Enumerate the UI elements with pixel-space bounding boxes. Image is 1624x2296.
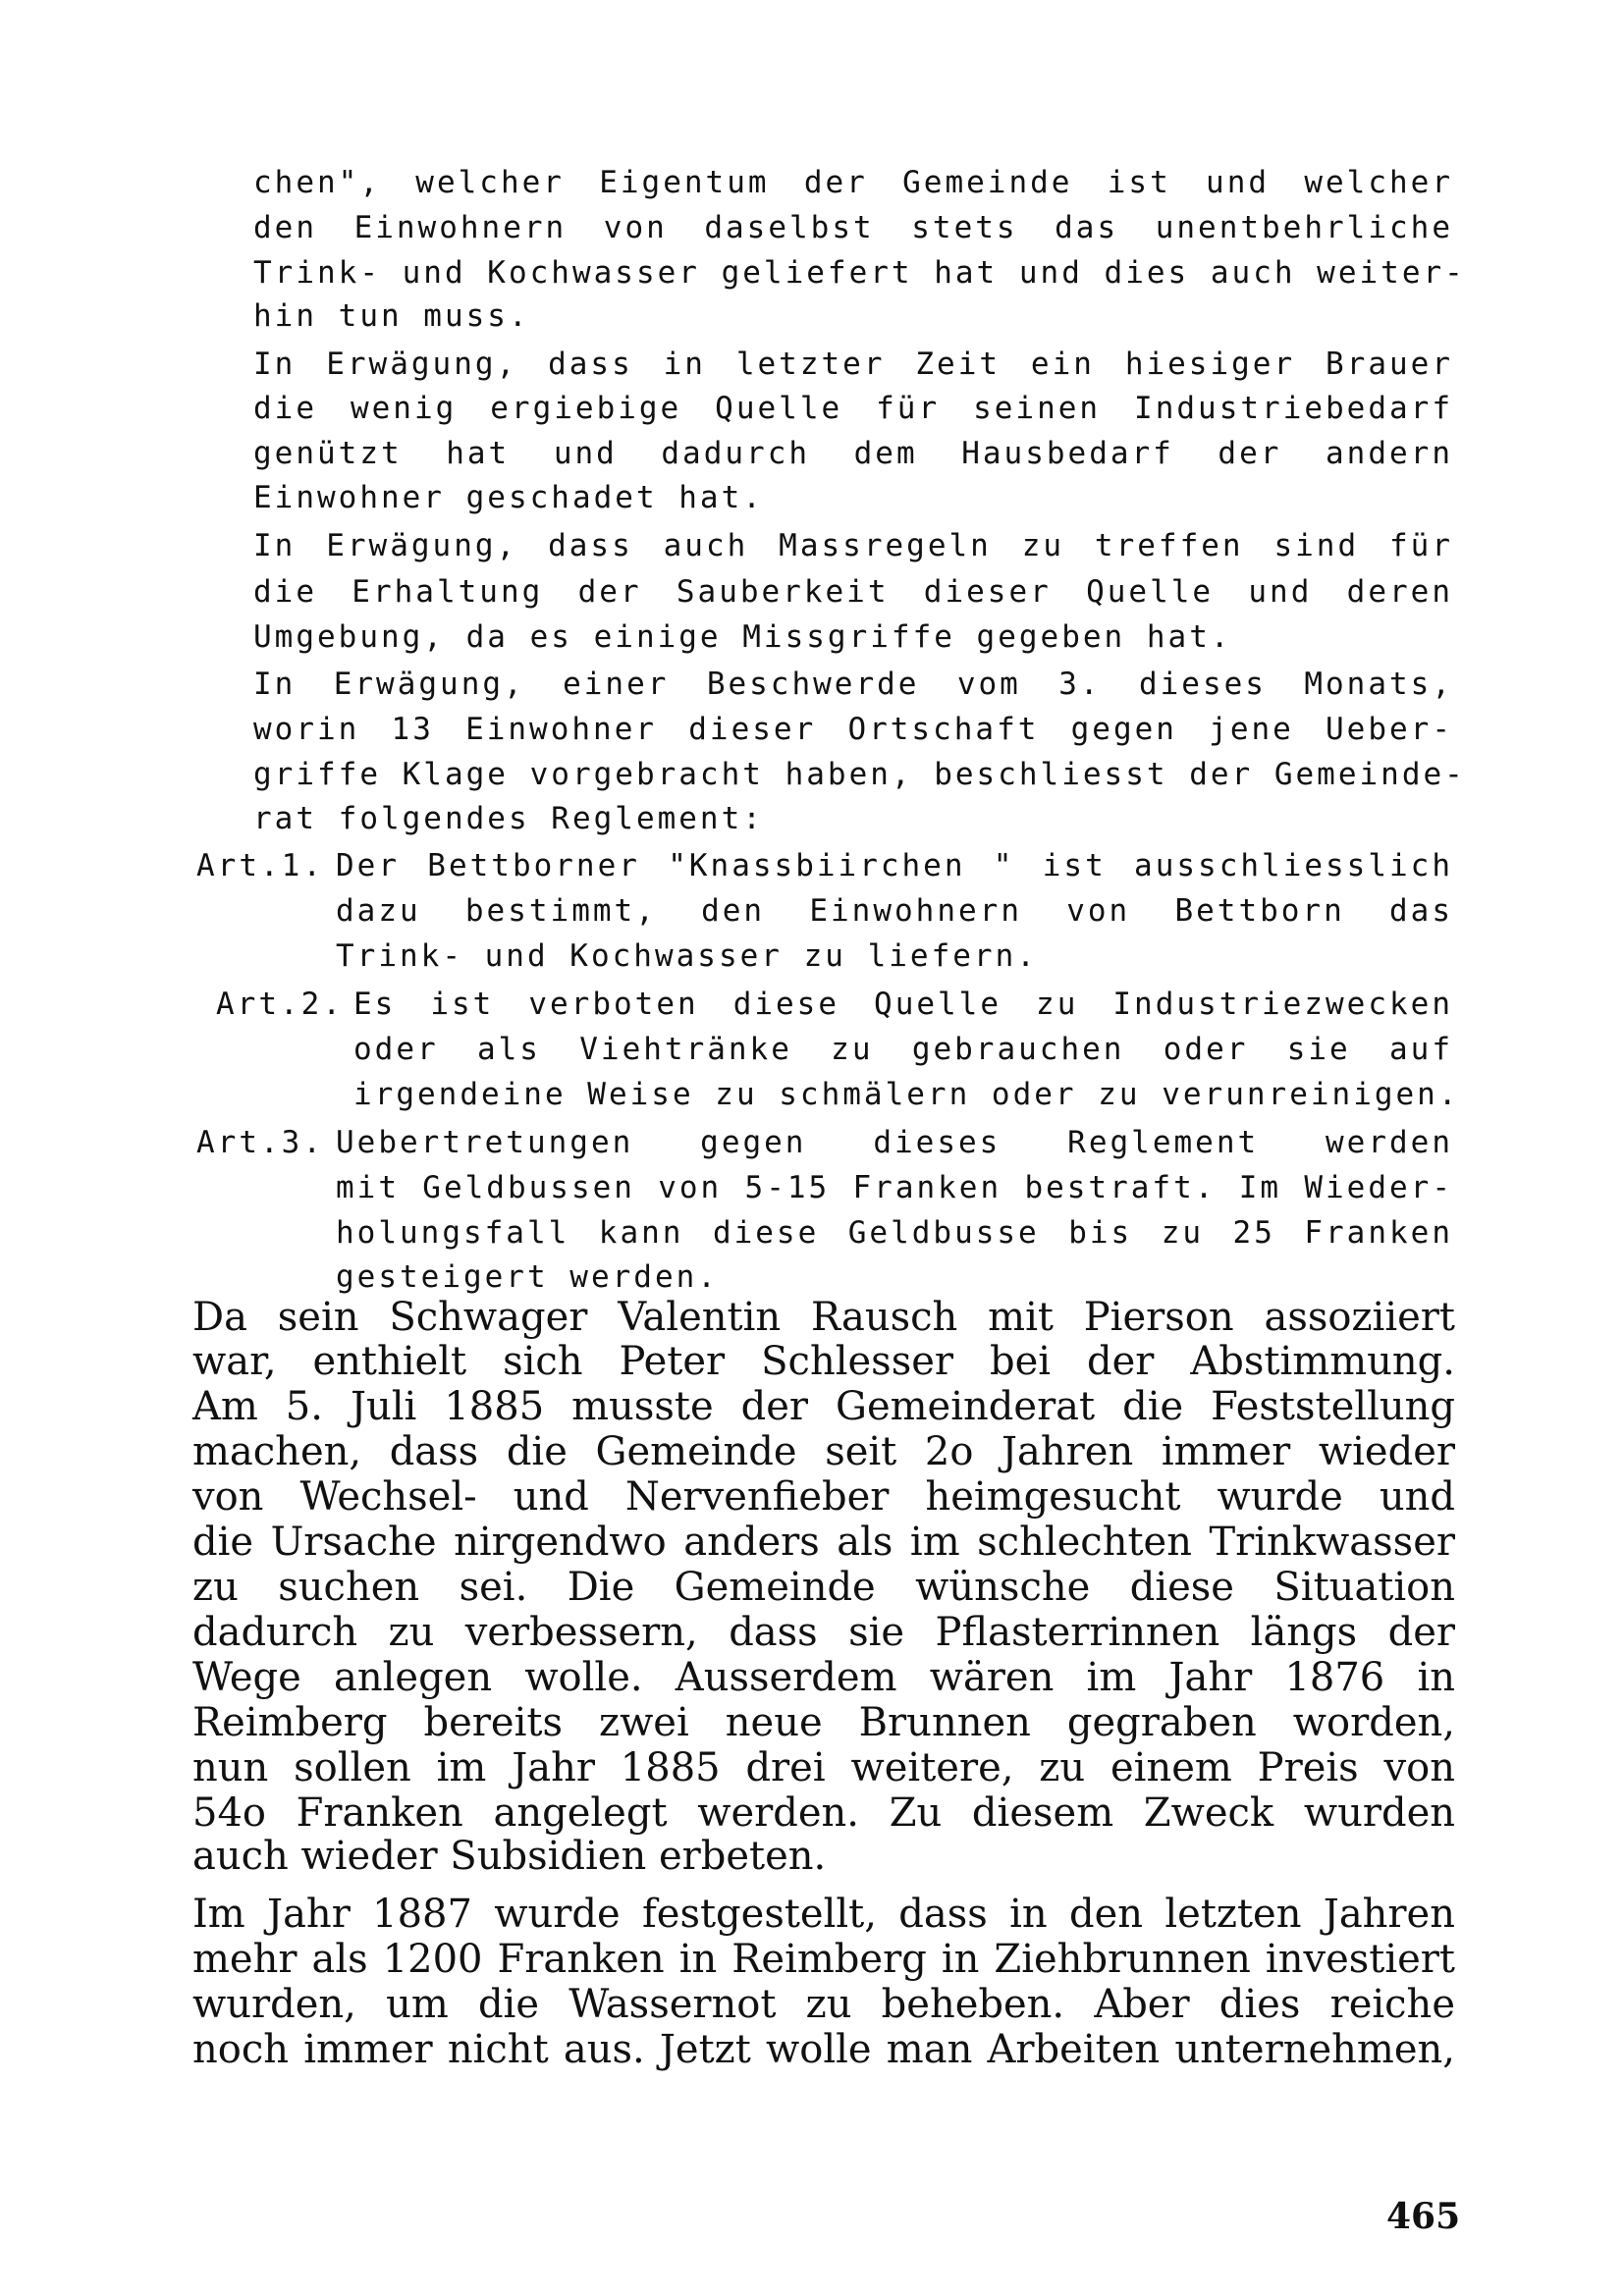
text-line: noch immer nicht aus. Jetzt wolle man Arbeiten unternehmen, — [192, 2027, 1455, 2072]
article-label: Art.2. — [216, 987, 344, 1022]
text-line: Da sein Schwager Valentin Rausch mit Pierson assoziiert — [192, 1295, 1455, 1340]
text-line: Einwohner geschadet hat. — [253, 480, 764, 515]
text-line: rat folgendes Reglement: — [253, 801, 764, 836]
text-line: Reimberg bereits zwei neue Brunnen gegraben worden, — [192, 1700, 1455, 1745]
text-line: von Wechsel- und Nervenfieber heimgesucht wurde und — [192, 1474, 1455, 1520]
text-line: Wege anlegen wolle. Ausserdem wären im Jahr 1876 in — [192, 1655, 1455, 1700]
text-line: Umgebung, da es einige Missgriffe gegeben hat. — [253, 619, 1232, 655]
text-line: Im Jahr 1887 wurde festgestellt, dass in den letzten Jahren — [192, 1892, 1455, 1937]
text-line: Trink- und Kochwasser geliefert hat und dies auch weiter- — [253, 255, 1466, 291]
article-line: oder als Viehtränke zu gebrauchen oder sie auf — [353, 1032, 1453, 1067]
text-line: die Erhaltung der Sauberkeit dieser Quelle und deren — [253, 574, 1453, 610]
text-line: den Einwohnern von daselbst stets das unentbehrliche — [253, 210, 1453, 245]
article-line: Uebertretungen gegen dieses Reglement werden — [336, 1125, 1453, 1160]
text-line: In Erwägung, einer Beschwerde vom 3. dieses Monats, — [253, 667, 1453, 702]
text-line: griffe Klage vorgebracht haben, beschliesst der Gemeinde- — [253, 757, 1466, 792]
page-number: 465 — [1386, 2196, 1461, 2237]
text-line: mehr als 1200 Franken in Reimberg in Ziehbrunnen investiert — [192, 1937, 1455, 1982]
article-line: dazu bestimmt, den Einwohnern von Bettborn das — [336, 893, 1453, 929]
text-line: war, enthielt sich Peter Schlesser bei der Abstimmung. — [192, 1339, 1455, 1384]
article-line: Trink- und Kochwasser zu liefern. — [336, 938, 1038, 974]
text-line: hin tun muss. — [253, 298, 530, 334]
text-line: In Erwägung, dass in letzter Zeit ein hiesiger Brauer — [253, 347, 1453, 382]
text-line: worin 13 Einwohner dieser Ortschaft gegen jene Ueber- — [253, 712, 1453, 747]
text-line: zu suchen sei. Die Gemeinde wünsche diese Situation — [192, 1565, 1455, 1610]
article-line: Es ist verboten diese Quelle zu Industriezwecken — [353, 987, 1453, 1022]
text-line: 54o Franken angelegt werden. Zu diesem Zweck wurden — [192, 1790, 1455, 1836]
text-line: Am 5. Juli 1885 musste der Gemeinderat die Feststellung — [192, 1384, 1455, 1429]
text-line: genützt hat und dadurch dem Hausbedarf der andern — [253, 436, 1453, 471]
text-line: nun sollen im Jahr 1885 drei weitere, zu einem Preis von — [192, 1745, 1455, 1790]
text-line: die Ursache nirgendwo anders als im schlechten Trinkwasser — [192, 1520, 1455, 1565]
text-line: In Erwägung, dass auch Massregeln zu treffen sind für — [253, 528, 1453, 563]
article-line: mit Geldbussen von 5-15 Franken bestraft. Im Wieder- — [336, 1170, 1453, 1205]
text-line: chen", welcher Eigentum der Gemeinde ist und welcher — [253, 165, 1453, 200]
article-line: gesteigert werden. — [336, 1259, 719, 1295]
text-line: wurden, um die Wassernot zu beheben. Aber dies reiche — [192, 1982, 1455, 2027]
text-line: auch wieder Subsidien erbeten. — [192, 1834, 827, 1879]
text-line: dadurch zu verbessern, dass sie Pflasterrinnen längs der — [192, 1610, 1455, 1655]
article-label: Art.1. — [196, 848, 324, 883]
article-line: holungsfall kann diese Geldbusse bis zu 25 Franken — [336, 1215, 1453, 1251]
article-line: irgendeine Weise zu schmälern oder zu verunreinigen. — [353, 1077, 1460, 1112]
article-label: Art.3. — [196, 1125, 324, 1160]
text-line: machen, dass die Gemeinde seit 2o Jahren immer wieder — [192, 1429, 1455, 1474]
text-line: die wenig ergiebige Quelle für seinen Industriebedarf — [253, 391, 1453, 426]
article-line: Der Bettborner "Knassbiirchen " ist ausschliesslich — [336, 848, 1453, 883]
